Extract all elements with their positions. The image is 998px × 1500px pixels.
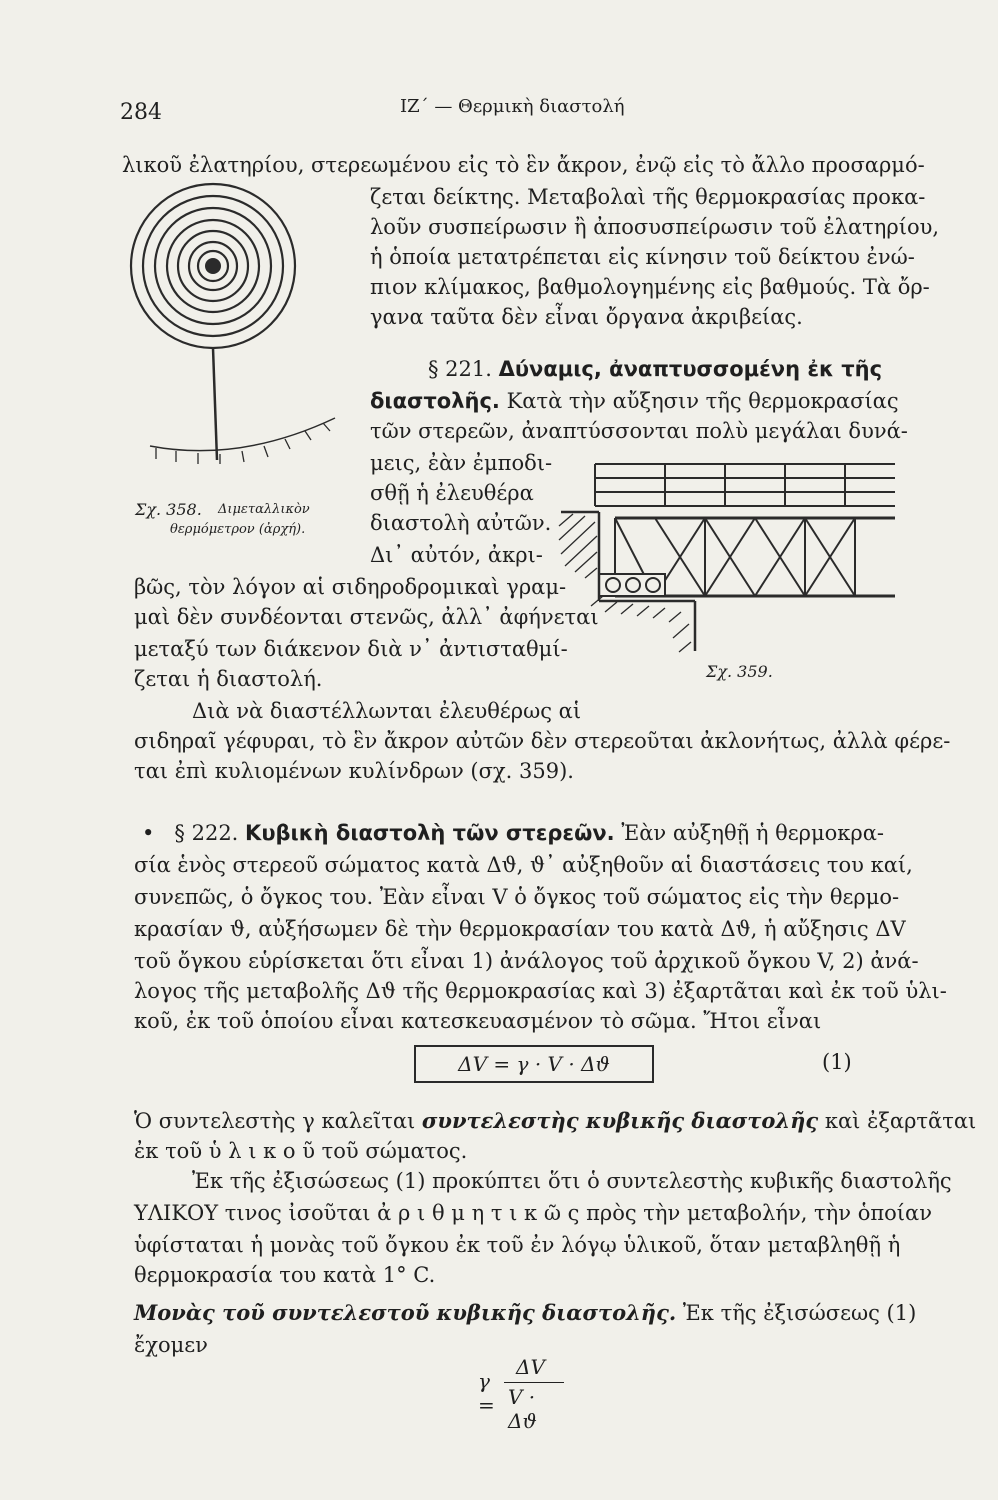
section-221-line-4: σθῇ ἡ ἐλευθέρα (370, 481, 534, 505)
figure-358-title-2: θερμόμετρον (ἀρχή). (170, 522, 306, 537)
page-number: 284 (120, 100, 162, 125)
section-222-line-5: τοῦ ὄγκου εὑρίσκεται ὅτι εἶναι 1) ἀνάλογος τοῦ ἀρχικοῦ ὄγκου V, 2) ἀνά- (134, 949, 919, 973)
section-221-title: Δύναμις, ἀναπτυσσομένη ἐκ τῆς (498, 357, 883, 381)
section-221-line-12: σιδηραῖ γέφυραι, τὸ ἓν ἄκρον αὐτῶν δὲν στερεοῦται ἀκλονήτως, ἀλλὰ φέρε- (134, 729, 951, 753)
fraction-bar (504, 1382, 564, 1383)
section-222-line-11: ΥΛΙΚΟΥ τινος ἰσοῦται ἀ ρ ι θ μ η τ ι κ ῶ ς πρὸς τὴν μεταβολήν, τὴν ὁποίαν (134, 1201, 932, 1225)
section-221-line-13: ται ἐπὶ κυλιομένων κυλίνδρων (σχ. 359). (134, 759, 574, 783)
fraction-numerator: ΔV (516, 1355, 545, 1379)
intro-line-4: ἡ ὁποία μετατρέπεται εἰς κίνησιν τοῦ δείκτου ἐνώ- (370, 245, 915, 269)
intro-line-1: λικοῦ ἐλατηρίου, στερεωμένου εἰς τὸ ἓν ἄκρον, ἐνῷ εἰς τὸ ἄλλο προσαρμό- (122, 153, 925, 177)
section-221-line-11: Διὰ νὰ διαστέλλωνται ἐλευθέρως αἱ (192, 699, 582, 723)
section-221-number: § 221. (428, 357, 492, 381)
intro-line-6: γανα ταῦτα δὲν εἶναι ὄργανα ἀκριβείας. (370, 305, 803, 329)
section-221-title-end: διαστολῆς. (370, 389, 500, 413)
intro-line-3: λοῦν συσπείρωσιν ἢ ἀποσυσπείρωσιν τοῦ ἐλατηρίου, (370, 215, 940, 239)
section-222-line-7: κοῦ, ἐκ τοῦ ὁποίου εἶναι κατεσκευασμένον τὸ σῶμα. Ἤτοι εἶναι (134, 1009, 822, 1033)
section-222-line-3: συνεπῶς, ὁ ὄγκος του. Ἐὰν εἶναι V ὁ ὄγκος τοῦ σώματος εἰς τὴν θερμο- (134, 885, 900, 909)
fraction-lhs: γ = (478, 1369, 495, 1417)
section-222-line-2: σία ἑνὸς στερεοῦ σώματος κατὰ Δϑ, ϑ᾿ αὐξηθοῦν αἱ διαστάσεις του καί, (134, 853, 913, 877)
section-221-line-8: μαὶ δὲν συνδέονται στενῶς, ἀλλ᾿ ἀφήνεται (134, 605, 599, 629)
subheading-unit: Μονὰς τοῦ συντελεστοῦ κυβικῆς διαστολῆς. (134, 1300, 677, 1325)
bullet-mark: • (142, 821, 155, 845)
section-222-line-15: ἔχομεν (134, 1333, 208, 1357)
section-221-heading-line-1 (428, 356, 882, 382)
equation-1-number: (1) (822, 1050, 852, 1074)
section-222-number: § 222. (174, 821, 239, 845)
section-221-line-9: μεταξύ των διάκενον διὰ ν᾿ ἀντισταθμί- (134, 637, 568, 661)
section-222-title: Κυβικὴ διαστολὴ τῶν στερεῶν. (245, 821, 615, 845)
section-221-line-10: ζεται ἡ διαστολή. (134, 667, 323, 691)
section-222-line-9: ἐκ τοῦ ὑ λ ι κ ο ῦ τοῦ σώματος. (134, 1139, 468, 1163)
section-221-line-6: Δι᾿ αὐτόν, ἀκρι- (370, 543, 543, 567)
section-222-line-13: θερμοκρασία του κατὰ 1° C. (134, 1263, 436, 1287)
section-221-line-7: βῶς, τὸν λόγον αἱ σιδηροδρομικαὶ γραμ- (134, 575, 567, 599)
figure-359-number: Σχ. 359. (706, 662, 773, 681)
intro-line-2: ζεται δείκτης. Μεταβολαὶ τῆς θερμοκρασίας προκα- (370, 185, 926, 209)
section-221-line-3: μεις, ἐὰν ἐμποδι- (370, 451, 553, 475)
term-cubic-expansion-coefficient: συντελεστὴς κυβικῆς διαστολῆς (421, 1108, 819, 1133)
section-222-line-6: λογος τῆς μεταβολῆς Δϑ τῆς θερμοκρασίας καὶ 3) ἐξαρτᾶται καὶ ἐκ τοῦ ὑλι- (134, 979, 947, 1003)
section-222-line-4: κρασίαν ϑ, αὐξήσωμεν δὲ τὴν θερμοκρασίαν του κατὰ Δϑ, ἡ αὔξησις ΔV (134, 917, 906, 941)
figure-358-spiral-thermometer (120, 178, 360, 498)
figure-358-title-1: Διμεταλλικὸν (218, 502, 310, 517)
section-222-line-10: Ἐκ τῆς ἐξισώσεως (1) προκύπτει ὅτι ὁ συντελεστὴς κυβικῆς διαστολῆς (192, 1169, 952, 1193)
section-222-line-12: ὑφίσταται ἡ μονὰς τοῦ ὄγκου ἐκ τοῦ ἐν λόγῳ ὑλικοῦ, ὅταν μεταβληθῇ ἡ (134, 1233, 901, 1257)
section-221-line-1: διαστολῆς. Κατὰ τὴν αὔξησιν τῆς θερμοκρασίας (370, 389, 899, 413)
section-221-line-5: διαστολὴ αὐτῶν. (370, 511, 552, 535)
equation-1-box: ΔV = γ · V · Δϑ (414, 1045, 654, 1083)
fraction-denominator: V · Δϑ (508, 1385, 537, 1433)
section-222-heading-line: • § 222. Κυβικὴ διαστολὴ τῶν στερεῶν. Ἐὰν αὐξηθῇ ἡ θερμοκρα- (142, 821, 885, 845)
section-221-line-2: τῶν στερεῶν, ἀναπτύσσονται πολὺ μεγάλαι δυνά- (370, 419, 908, 443)
figure-359-bridge-rollers (555, 456, 900, 656)
running-title: ΙΖ΄ — Θερμικὴ διαστολή (400, 96, 625, 117)
figure-358-number: Σχ. 358. (135, 500, 202, 519)
section-222-line-8: Ὁ συντελεστὴς γ καλεῖται συντελεστὴς κυβικῆς διαστολῆς καὶ ἐξαρτᾶται (134, 1108, 977, 1133)
section-222-line-14: Μονὰς τοῦ συντελεστοῦ κυβικῆς διαστολῆς. Ἐκ τῆς ἐξισώσεως (1) (134, 1300, 917, 1325)
intro-line-5: πιον κλίμακος, βαθμολογημένης εἰς βαθμούς. Τὰ ὄρ- (370, 275, 930, 299)
